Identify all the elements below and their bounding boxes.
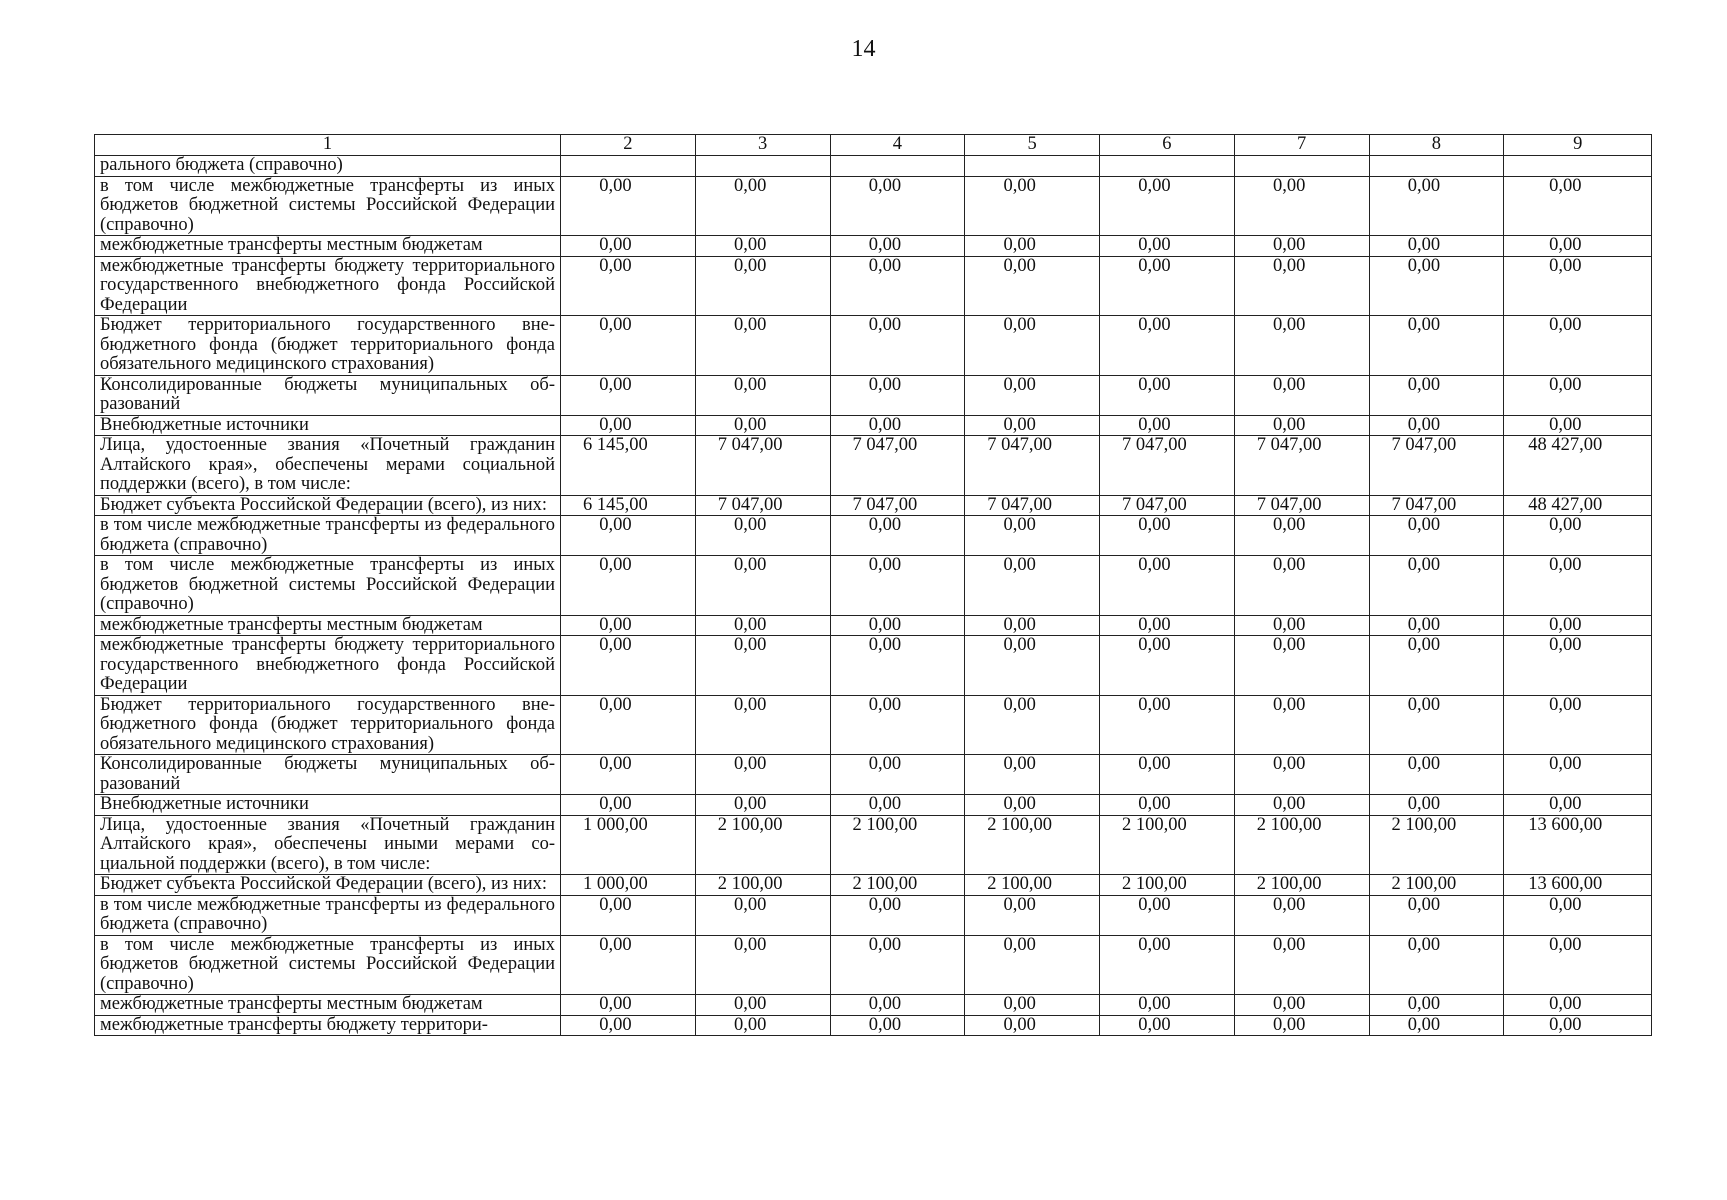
table-row bbox=[95, 556, 1652, 616]
value-cell: 0,00 bbox=[561, 1015, 696, 1036]
value-cell: 2 100,00 bbox=[695, 815, 830, 875]
row-label: Консолидированные бюджеты муниципальных образований bbox=[95, 755, 561, 795]
value-cell: 0,00 bbox=[1504, 995, 1652, 1016]
value-cell bbox=[561, 156, 696, 177]
value-cell: 2 100,00 bbox=[830, 815, 965, 875]
value-cell: 0,00 bbox=[830, 935, 965, 995]
value-cell: 0,00 bbox=[965, 176, 1100, 236]
value-cell: 0,00 bbox=[561, 995, 696, 1016]
value-cell: 0,00 bbox=[561, 256, 696, 316]
value-cell: 0,00 bbox=[965, 556, 1100, 616]
value-cell: 0,00 bbox=[1504, 516, 1652, 556]
value-cell: 0,00 bbox=[830, 176, 965, 236]
table-row bbox=[95, 636, 1652, 696]
value-cell: 0,00 bbox=[965, 695, 1100, 755]
value-cell: 13 600,00 bbox=[1504, 875, 1652, 896]
value-cell: 0,00 bbox=[1369, 176, 1504, 236]
value-cell: 0,00 bbox=[561, 636, 696, 696]
value-cell: 0,00 bbox=[965, 256, 1100, 316]
value-cell: 0,00 bbox=[1234, 256, 1369, 316]
value-cell: 0,00 bbox=[1234, 695, 1369, 755]
row-label: Бюджет субъекта Российской Федерации (всего), из них: bbox=[95, 875, 561, 896]
table-row bbox=[95, 815, 1652, 875]
value-cell: 0,00 bbox=[1369, 935, 1504, 995]
value-cell: 0,00 bbox=[561, 795, 696, 816]
value-cell: 48 427,00 bbox=[1504, 495, 1652, 516]
row-label: в том числе межбюджетные трансферты из иных бюджетов бюджетной системы Российской Федерации (справочно) bbox=[95, 176, 561, 236]
value-cell: 0,00 bbox=[965, 516, 1100, 556]
value-cell: 0,00 bbox=[1100, 795, 1235, 816]
value-cell: 0,00 bbox=[695, 935, 830, 995]
value-cell: 0,00 bbox=[1369, 636, 1504, 696]
value-cell: 0,00 bbox=[561, 935, 696, 995]
value-cell: 7 047,00 bbox=[965, 495, 1100, 516]
value-cell: 0,00 bbox=[830, 995, 965, 1016]
value-cell: 0,00 bbox=[965, 236, 1100, 257]
value-cell: 0,00 bbox=[1234, 415, 1369, 436]
value-cell: 0,00 bbox=[830, 895, 965, 935]
value-cell bbox=[1504, 156, 1652, 177]
value-cell: 2 100,00 bbox=[695, 875, 830, 896]
value-cell: 0,00 bbox=[695, 176, 830, 236]
column-header-7: 7 bbox=[1234, 135, 1369, 156]
value-cell: 2 100,00 bbox=[965, 815, 1100, 875]
value-cell: 7 047,00 bbox=[965, 436, 1100, 496]
value-cell: 0,00 bbox=[1100, 695, 1235, 755]
value-cell: 7 047,00 bbox=[1100, 495, 1235, 516]
value-cell: 2 100,00 bbox=[830, 875, 965, 896]
value-cell: 0,00 bbox=[965, 615, 1100, 636]
value-cell: 0,00 bbox=[1369, 556, 1504, 616]
value-cell: 0,00 bbox=[965, 795, 1100, 816]
value-cell: 0,00 bbox=[830, 636, 965, 696]
value-cell: 0,00 bbox=[561, 615, 696, 636]
value-cell: 0,00 bbox=[1234, 516, 1369, 556]
value-cell: 0,00 bbox=[1369, 236, 1504, 257]
value-cell: 0,00 bbox=[830, 236, 965, 257]
value-cell: 0,00 bbox=[561, 316, 696, 376]
row-label: рального бюджета (справочно) bbox=[95, 156, 561, 177]
table-row bbox=[95, 795, 1652, 816]
table-row bbox=[95, 995, 1652, 1016]
value-cell: 0,00 bbox=[1100, 895, 1235, 935]
value-cell: 0,00 bbox=[695, 795, 830, 816]
table-row bbox=[95, 316, 1652, 376]
column-header-6: 6 bbox=[1100, 135, 1235, 156]
value-cell: 0,00 bbox=[561, 895, 696, 935]
table-row bbox=[95, 236, 1652, 257]
value-cell: 0,00 bbox=[1369, 375, 1504, 415]
value-cell: 0,00 bbox=[695, 995, 830, 1016]
value-cell: 0,00 bbox=[830, 516, 965, 556]
value-cell: 0,00 bbox=[1369, 615, 1504, 636]
value-cell: 0,00 bbox=[965, 316, 1100, 376]
table-row bbox=[95, 695, 1652, 755]
value-cell: 6 145,00 bbox=[561, 495, 696, 516]
row-label: Бюджет территориального государственного внебюджетного фонда (бюджет территориального фонда обязательного медицинского страхования) bbox=[95, 316, 561, 376]
value-cell: 0,00 bbox=[695, 375, 830, 415]
value-cell: 0,00 bbox=[1234, 935, 1369, 995]
value-cell: 0,00 bbox=[1369, 695, 1504, 755]
value-cell: 0,00 bbox=[830, 415, 965, 436]
column-header-3: 3 bbox=[695, 135, 830, 156]
value-cell: 0,00 bbox=[965, 375, 1100, 415]
row-label: в том числе межбюджетные трансферты из иных бюджетов бюджетной системы Российской Федерации (справочно) bbox=[95, 935, 561, 995]
value-cell: 0,00 bbox=[1504, 236, 1652, 257]
value-cell: 7 047,00 bbox=[695, 495, 830, 516]
value-cell: 0,00 bbox=[965, 935, 1100, 995]
value-cell: 0,00 bbox=[1234, 316, 1369, 376]
value-cell: 0,00 bbox=[1369, 516, 1504, 556]
value-cell: 0,00 bbox=[1234, 556, 1369, 616]
value-cell: 0,00 bbox=[1234, 895, 1369, 935]
value-cell: 0,00 bbox=[1504, 1015, 1652, 1036]
value-cell: 0,00 bbox=[830, 615, 965, 636]
value-cell: 0,00 bbox=[1369, 755, 1504, 795]
header-row bbox=[95, 135, 1652, 156]
row-label: в том числе межбюджетные трансферты из федерального бюджета (справочно) bbox=[95, 895, 561, 935]
value-cell: 0,00 bbox=[695, 556, 830, 616]
value-cell: 0,00 bbox=[1369, 1015, 1504, 1036]
value-cell: 0,00 bbox=[965, 415, 1100, 436]
column-header-8: 8 bbox=[1369, 135, 1504, 156]
table-row bbox=[95, 615, 1652, 636]
row-label: Внебюджетные источники bbox=[95, 795, 561, 816]
value-cell: 0,00 bbox=[1234, 795, 1369, 816]
table-header bbox=[95, 135, 1652, 156]
value-cell: 0,00 bbox=[1100, 1015, 1235, 1036]
value-cell: 0,00 bbox=[695, 236, 830, 257]
value-cell: 0,00 bbox=[830, 755, 965, 795]
value-cell: 0,00 bbox=[1504, 695, 1652, 755]
value-cell: 13 600,00 bbox=[1504, 815, 1652, 875]
row-label: межбюджетные трансферты местным бюджетам bbox=[95, 995, 561, 1016]
value-cell bbox=[965, 156, 1100, 177]
value-cell: 7 047,00 bbox=[830, 436, 965, 496]
row-label: Бюджет территориального государственного внебюджетного фонда (бюджет территориального фонда обязательного медицинского страхования) bbox=[95, 695, 561, 755]
value-cell: 0,00 bbox=[695, 895, 830, 935]
table-row bbox=[95, 895, 1652, 935]
row-label: Консолидированные бюджеты муниципальных образований bbox=[95, 375, 561, 415]
value-cell: 0,00 bbox=[1234, 1015, 1369, 1036]
value-cell: 0,00 bbox=[1504, 556, 1652, 616]
table-row bbox=[95, 516, 1652, 556]
table-row bbox=[95, 256, 1652, 316]
table-row bbox=[95, 436, 1652, 496]
value-cell: 7 047,00 bbox=[1369, 495, 1504, 516]
value-cell: 0,00 bbox=[561, 695, 696, 755]
table-row bbox=[95, 1015, 1652, 1036]
value-cell: 2 100,00 bbox=[1100, 815, 1235, 875]
value-cell: 0,00 bbox=[1369, 256, 1504, 316]
value-cell: 0,00 bbox=[1504, 636, 1652, 696]
value-cell: 0,00 bbox=[1100, 176, 1235, 236]
value-cell: 0,00 bbox=[561, 415, 696, 436]
value-cell: 0,00 bbox=[1234, 375, 1369, 415]
value-cell: 0,00 bbox=[1504, 615, 1652, 636]
value-cell: 7 047,00 bbox=[1369, 436, 1504, 496]
value-cell: 0,00 bbox=[695, 636, 830, 696]
value-cell: 2 100,00 bbox=[1234, 815, 1369, 875]
value-cell bbox=[1100, 156, 1235, 177]
value-cell: 0,00 bbox=[1100, 236, 1235, 257]
value-cell: 0,00 bbox=[1234, 636, 1369, 696]
value-cell: 0,00 bbox=[1234, 236, 1369, 257]
value-cell: 0,00 bbox=[695, 316, 830, 376]
value-cell bbox=[1369, 156, 1504, 177]
page-number: 14 bbox=[851, 36, 876, 62]
row-label: в том числе межбюджетные трансферты из иных бюджетов бюджетной системы Российской Федерации (справочно) bbox=[95, 556, 561, 616]
value-cell: 0,00 bbox=[965, 755, 1100, 795]
value-cell: 0,00 bbox=[1369, 316, 1504, 376]
value-cell: 0,00 bbox=[830, 556, 965, 616]
value-cell bbox=[1234, 156, 1369, 177]
value-cell: 7 047,00 bbox=[1234, 436, 1369, 496]
table-row bbox=[95, 156, 1652, 177]
row-label: межбюджетные трансферты местным бюджетам bbox=[95, 615, 561, 636]
row-label: Лица, удостоенные звания «Почетный гражданин Алтайского края», обеспечены иными мерами социальной поддержки (всего), в том числе: bbox=[95, 815, 561, 875]
value-cell: 0,00 bbox=[561, 755, 696, 795]
value-cell: 0,00 bbox=[561, 375, 696, 415]
row-label: в том числе межбюджетные трансферты из федерального бюджета (справочно) bbox=[95, 516, 561, 556]
column-header-5: 5 bbox=[965, 135, 1100, 156]
value-cell: 0,00 bbox=[965, 895, 1100, 935]
row-label: Бюджет субъекта Российской Федерации (всего), из них: bbox=[95, 495, 561, 516]
value-cell: 0,00 bbox=[561, 556, 696, 616]
value-cell: 0,00 bbox=[1369, 795, 1504, 816]
value-cell: 0,00 bbox=[965, 1015, 1100, 1036]
value-cell: 0,00 bbox=[1504, 755, 1652, 795]
value-cell: 0,00 bbox=[1369, 995, 1504, 1016]
budget-table bbox=[94, 134, 1652, 1036]
value-cell: 0,00 bbox=[695, 615, 830, 636]
value-cell: 0,00 bbox=[695, 256, 830, 316]
value-cell: 0,00 bbox=[1100, 516, 1235, 556]
value-cell: 0,00 bbox=[830, 795, 965, 816]
value-cell: 0,00 bbox=[1234, 995, 1369, 1016]
value-cell: 7 047,00 bbox=[1234, 495, 1369, 516]
value-cell: 0,00 bbox=[1100, 755, 1235, 795]
value-cell: 0,00 bbox=[965, 636, 1100, 696]
row-label: Внебюджетные источники bbox=[95, 415, 561, 436]
value-cell: 0,00 bbox=[1504, 316, 1652, 376]
value-cell: 0,00 bbox=[695, 755, 830, 795]
value-cell: 0,00 bbox=[561, 176, 696, 236]
value-cell: 0,00 bbox=[1504, 895, 1652, 935]
row-label: межбюджетные трансферты бюджету территориального государственного внебюджетного фонда Российской Федерации bbox=[95, 256, 561, 316]
table-row bbox=[95, 375, 1652, 415]
value-cell: 6 145,00 bbox=[561, 436, 696, 496]
value-cell: 0,00 bbox=[695, 1015, 830, 1036]
value-cell: 0,00 bbox=[1100, 636, 1235, 696]
table-row bbox=[95, 875, 1652, 896]
value-cell: 0,00 bbox=[1100, 935, 1235, 995]
column-header-1: 1 bbox=[95, 135, 561, 156]
row-label: межбюджетные трансферты бюджету территори- bbox=[95, 1015, 561, 1036]
value-cell: 0,00 bbox=[1100, 415, 1235, 436]
value-cell: 7 047,00 bbox=[695, 436, 830, 496]
value-cell: 0,00 bbox=[1100, 256, 1235, 316]
table-row bbox=[95, 935, 1652, 995]
value-cell: 0,00 bbox=[830, 1015, 965, 1036]
value-cell: 0,00 bbox=[1100, 556, 1235, 616]
value-cell bbox=[830, 156, 965, 177]
value-cell: 0,00 bbox=[1234, 176, 1369, 236]
value-cell: 0,00 bbox=[695, 516, 830, 556]
value-cell: 0,00 bbox=[695, 695, 830, 755]
value-cell: 1 000,00 bbox=[561, 875, 696, 896]
value-cell: 7 047,00 bbox=[830, 495, 965, 516]
row-label: межбюджетные трансферты местным бюджетам bbox=[95, 236, 561, 257]
value-cell: 2 100,00 bbox=[1100, 875, 1235, 896]
value-cell: 0,00 bbox=[695, 415, 830, 436]
table-body bbox=[95, 156, 1652, 1036]
row-label: межбюджетные трансферты бюджету территориального государственного внебюджетного фонда Российской Федерации bbox=[95, 636, 561, 696]
value-cell: 2 100,00 bbox=[1369, 815, 1504, 875]
value-cell bbox=[695, 156, 830, 177]
value-cell: 7 047,00 bbox=[1100, 436, 1235, 496]
value-cell: 0,00 bbox=[1369, 415, 1504, 436]
value-cell: 0,00 bbox=[1504, 415, 1652, 436]
value-cell: 0,00 bbox=[1504, 176, 1652, 236]
value-cell: 0,00 bbox=[561, 516, 696, 556]
value-cell: 0,00 bbox=[1504, 375, 1652, 415]
value-cell: 0,00 bbox=[1100, 375, 1235, 415]
value-cell: 0,00 bbox=[1100, 615, 1235, 636]
value-cell: 0,00 bbox=[1234, 755, 1369, 795]
value-cell: 2 100,00 bbox=[965, 875, 1100, 896]
value-cell: 1 000,00 bbox=[561, 815, 696, 875]
column-header-9: 9 bbox=[1504, 135, 1652, 156]
table-row bbox=[95, 415, 1652, 436]
column-header-2: 2 bbox=[561, 135, 696, 156]
row-label: Лица, удостоенные звания «Почетный гражданин Алтайского края», обеспечены мерами социальной поддержки (всего), в том числе: bbox=[95, 436, 561, 496]
value-cell: 0,00 bbox=[561, 236, 696, 257]
column-header-4: 4 bbox=[830, 135, 965, 156]
value-cell: 0,00 bbox=[830, 375, 965, 415]
value-cell: 0,00 bbox=[830, 695, 965, 755]
table-row bbox=[95, 176, 1652, 236]
value-cell: 0,00 bbox=[1369, 895, 1504, 935]
value-cell: 0,00 bbox=[1504, 795, 1652, 816]
value-cell: 2 100,00 bbox=[1234, 875, 1369, 896]
value-cell: 2 100,00 bbox=[1369, 875, 1504, 896]
value-cell: 0,00 bbox=[830, 256, 965, 316]
table-row bbox=[95, 755, 1652, 795]
value-cell: 0,00 bbox=[1100, 316, 1235, 376]
value-cell: 48 427,00 bbox=[1504, 436, 1652, 496]
value-cell: 0,00 bbox=[1504, 256, 1652, 316]
table-row bbox=[95, 495, 1652, 516]
value-cell: 0,00 bbox=[1504, 935, 1652, 995]
value-cell: 0,00 bbox=[1100, 995, 1235, 1016]
value-cell: 0,00 bbox=[830, 316, 965, 376]
value-cell: 0,00 bbox=[965, 995, 1100, 1016]
value-cell: 0,00 bbox=[1234, 615, 1369, 636]
